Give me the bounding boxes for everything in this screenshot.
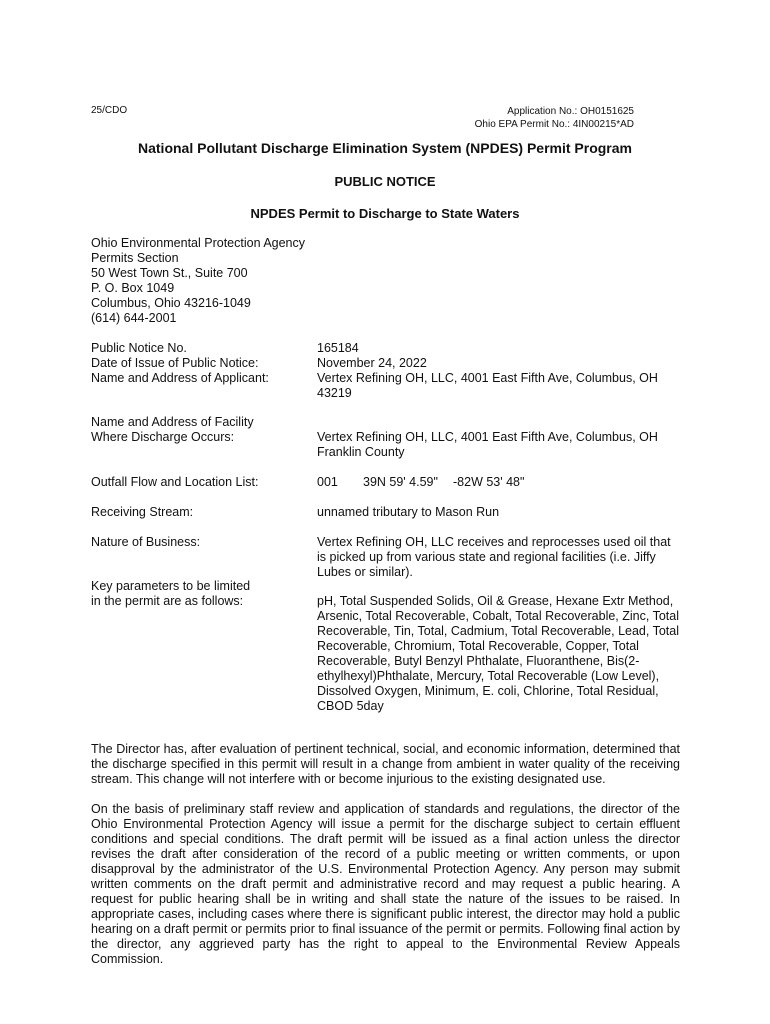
- outfall-id: 001: [317, 475, 338, 489]
- outfall-label: Outfall Flow and Location List:: [91, 475, 259, 489]
- program-title: National Pollutant Discharge Elimination System (NPDES) Permit Program: [138, 140, 632, 156]
- applicant-label: Name and Address of Applicant:: [91, 371, 269, 385]
- business-label: Nature of Business:: [91, 535, 201, 549]
- permit-process-paragraph: On the basis of preliminary staff review and application of standards and regulations, the director of the Ohio Environmental Protection Agency will issue a permit for the discharge subject to certain effluent conditions and special conditions. The draft permit will be issued as a final action unless the director revises the draft after consideration of the record of a public meeting or written comments, or upon disapproval by the administrator of the U.S. Environmental Protection Agency. Any person may submit written comments on the draft permit and administrative record and may request a public hearing. A request for public hearing shall be in writing and shall state the nature of the issues to be raised. In appropriate cases, including cases where there is significant public interest, the director may hold a public hearing on a draft permit or permits prior to final issuance of the permit or permits. Following final action by the director, any aggrieved party has the right to appeal to the Environmental Review Appeals Commission.: [91, 802, 680, 966]
- facility-label: [91, 415, 313, 445]
- agency-address: [91, 236, 305, 326]
- permit-numbers: [475, 105, 634, 131]
- address-line: Ohio Environmental Protection Agency: [91, 236, 306, 250]
- key-parameters-label-line: Key parameters to be limited: [91, 579, 251, 593]
- facility-label-line: Where Discharge Occurs:: [91, 430, 235, 444]
- outfall-location: [317, 475, 681, 490]
- address-line: Columbus, Ohio 43216-1049: [91, 296, 251, 310]
- issue-date-label: Date of Issue of Public Notice:: [91, 356, 259, 370]
- receiving-stream-label: Receiving Stream:: [91, 505, 194, 519]
- facility-label-line: Name and Address of Facility: [91, 415, 254, 429]
- key-parameters: pH, Total Suspended Solids, Oil & Grease, Hexane Extr Method, Arsenic, Total Recoverable, Cobalt, Total Recoverable, Zinc, Total Recoverable, Tin, Total, Cadmium, Total Recoverable, Lead, Total Recoverable, Chromium, Total Recoverable, Copper, Total Recoverable, Butyl Benzyl Phthalate, Fluoranthene, Bis(2-ethylhexyl)Phthalate, Mercury, Total Recoverable (Low Level), Dissolved Oxygen, Minimum, E. coli, Chlorine, Total Residual, CBOD 5day: [317, 594, 680, 713]
- office-code: 25/CDO: [91, 105, 128, 116]
- address-line: P. O. Box 1049: [91, 281, 175, 295]
- address-line: (614) 644-2001: [91, 311, 177, 325]
- notice-title: PUBLIC NOTICE: [334, 174, 436, 189]
- public-notice-number: 165184: [317, 341, 359, 355]
- permit-title: NPDES Permit to Discharge to State Waters: [250, 206, 520, 221]
- director-determination-paragraph: The Director has, after evaluation of pertinent technical, social, and economic information, determined that the discharge specified in this permit will result in a change from ambient in water quality of the receiving stream. This change will not interfere with or become injurious to the existing designated use.: [91, 742, 680, 786]
- outfall-longitude: -82W 53' 48": [453, 475, 525, 489]
- application-number: Application No.: OH0151625: [507, 106, 634, 117]
- facility-address: Vertex Refining OH, LLC, 4001 East Fifth Ave, Columbus, OH Franklin County: [317, 430, 658, 459]
- ohio-epa-permit-number: Ohio EPA Permit No.: 4IN00215*AD: [474, 119, 634, 130]
- business-description: Vertex Refining OH, LLC receives and reprocesses used oil that is picked up from various state and regional facilities (i.e. Jiffy Lubes or similar).: [317, 535, 671, 579]
- applicant-address: Vertex Refining OH, LLC, 4001 East Fifth Ave, Columbus, OH 43219: [317, 371, 658, 400]
- public-notice-number-label: Public Notice No.: [91, 341, 187, 355]
- key-parameters-label-line: in the permit are as follows:: [91, 594, 244, 608]
- address-line: 50 West Town St., Suite 700: [91, 266, 248, 280]
- outfall-latitude: 39N 59' 4.59": [363, 475, 438, 489]
- address-line: Permits Section: [91, 251, 179, 265]
- key-parameters-label: [91, 579, 313, 609]
- issue-date: November 24, 2022: [317, 356, 427, 370]
- receiving-stream: unnamed tributary to Mason Run: [317, 505, 500, 519]
